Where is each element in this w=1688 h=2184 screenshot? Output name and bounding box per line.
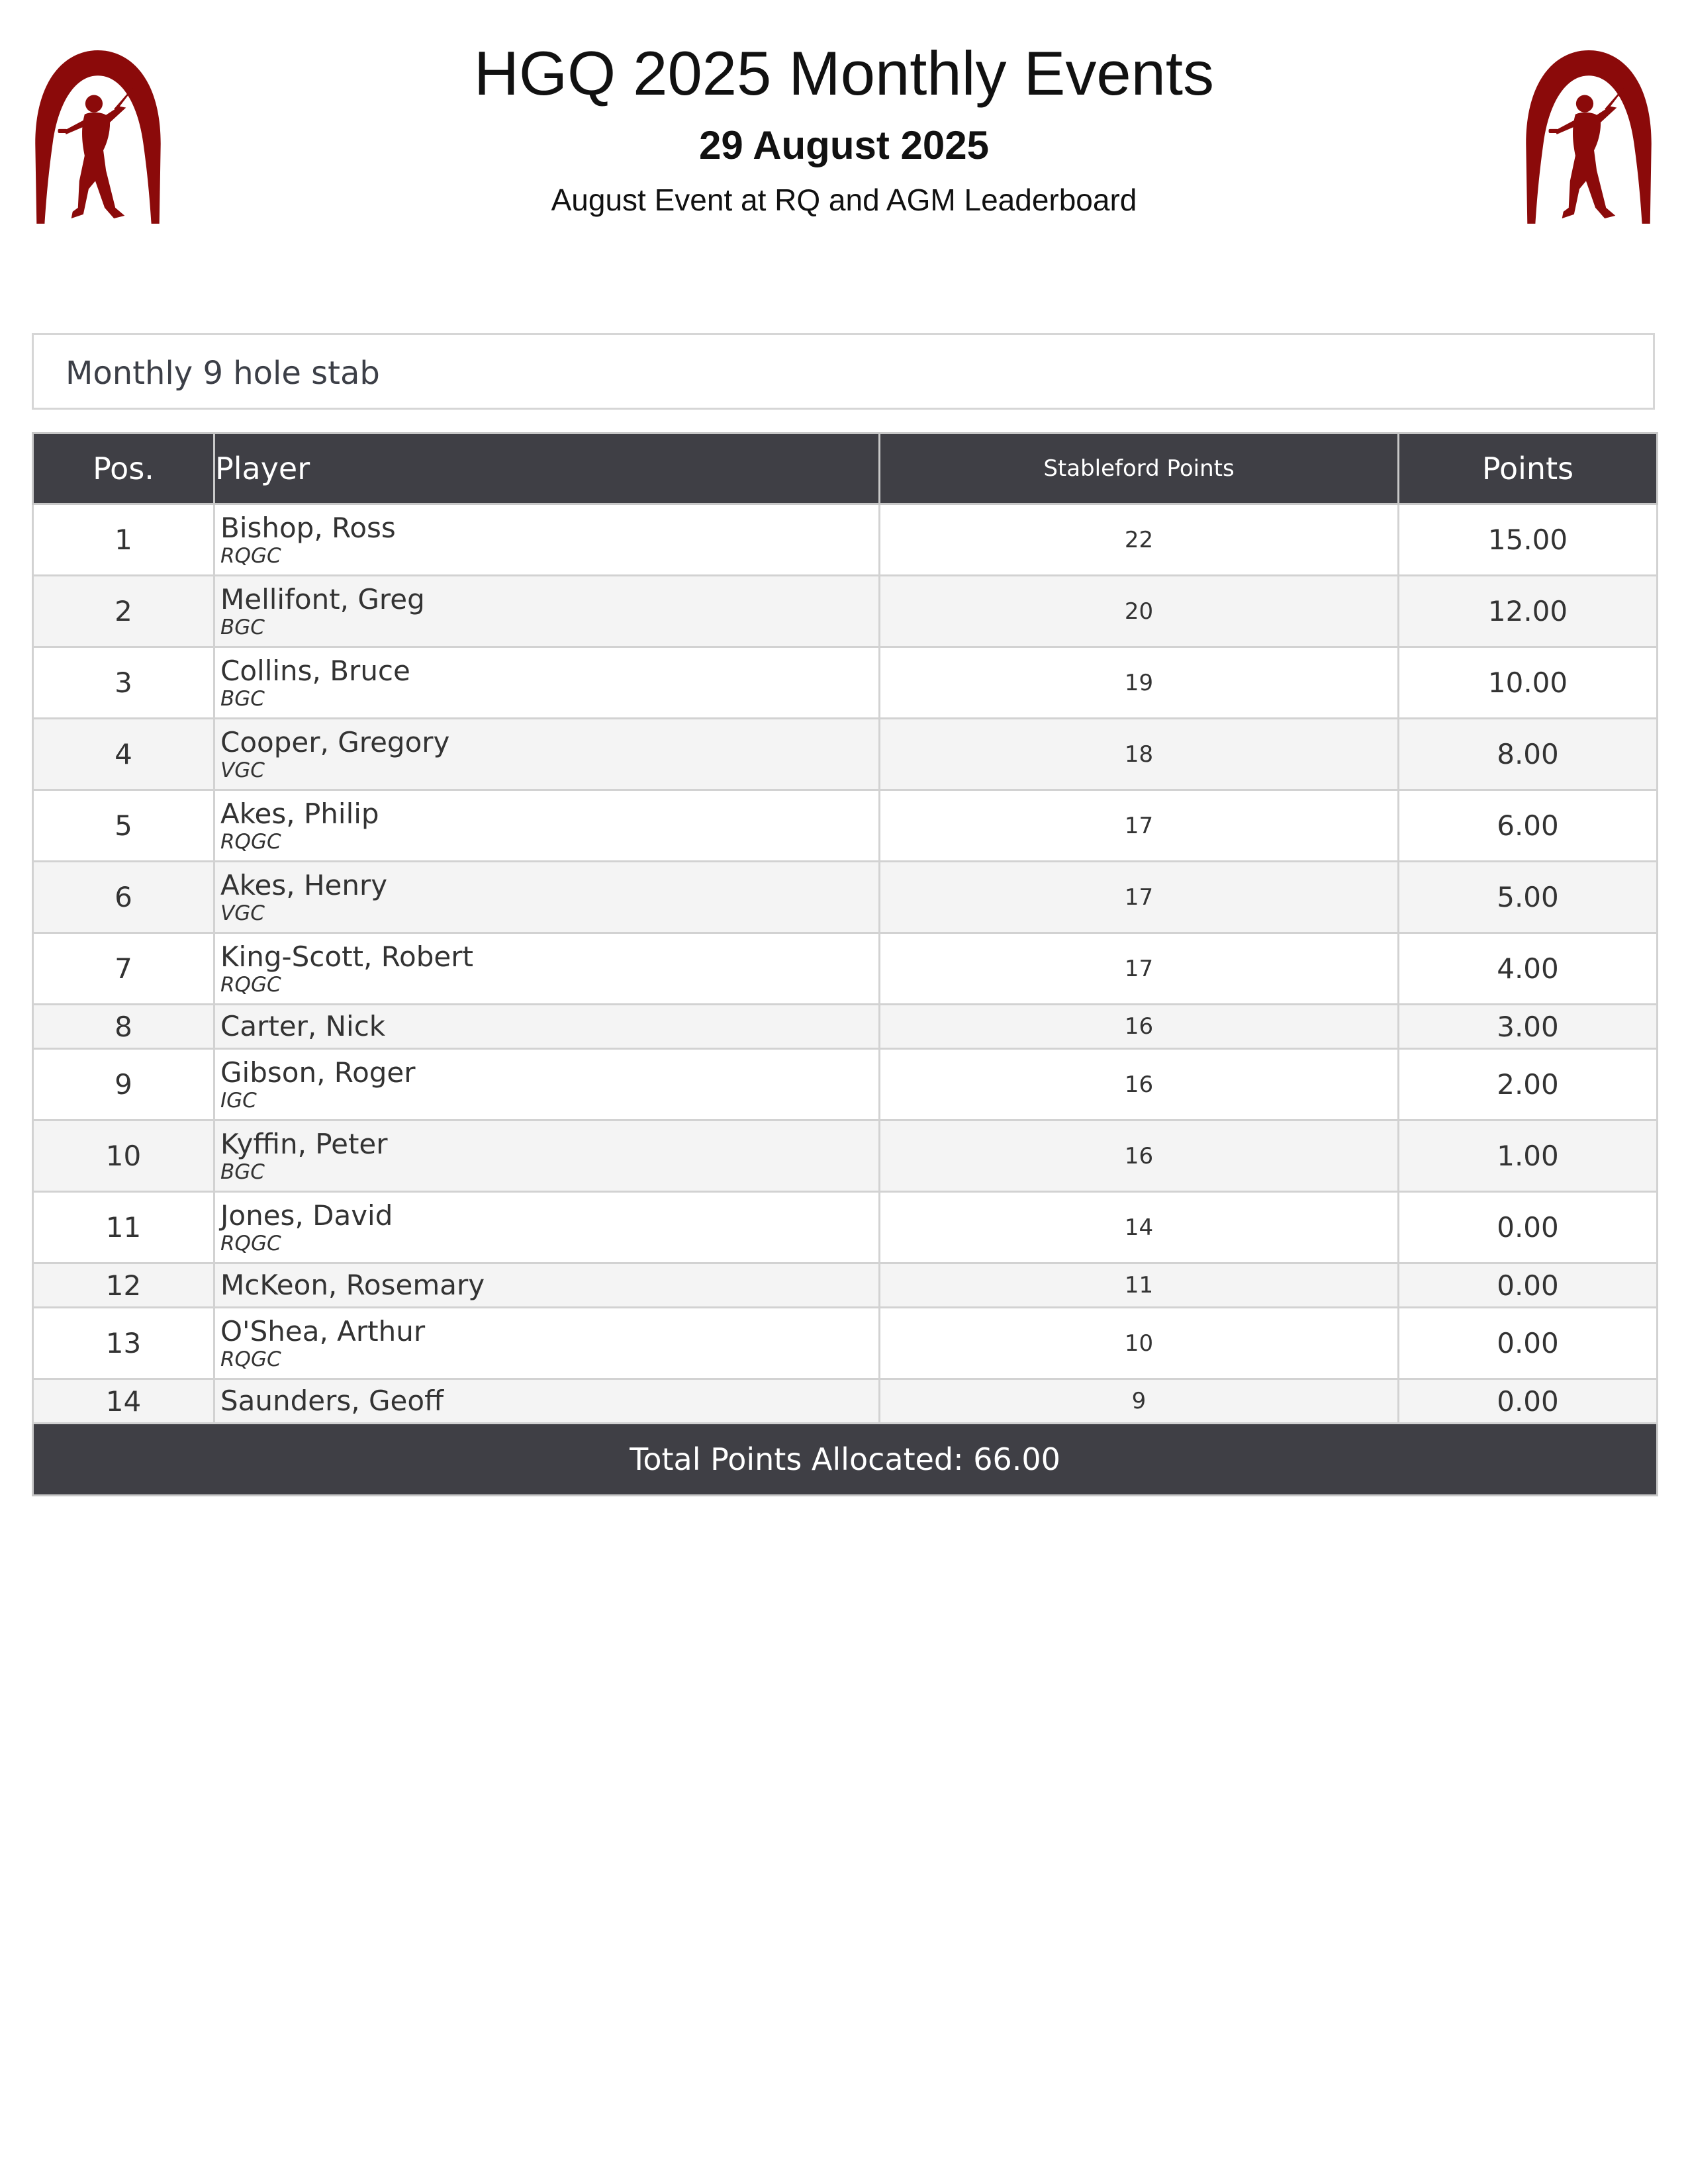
cell-stableford: 20 [880, 576, 1399, 647]
table-footer-row [33, 1424, 1658, 1496]
player-club: RQGC [220, 1347, 281, 1371]
table-row [33, 719, 1658, 790]
cell-player [214, 933, 880, 1005]
player-name: Mellifont, Greg [220, 582, 425, 615]
cell-points: 0.00 [1399, 1379, 1658, 1424]
cell-stableford: 16 [880, 1005, 1399, 1049]
player-club: IGC [220, 1088, 257, 1113]
cell-player [214, 1379, 880, 1424]
col-header-pos: Pos. [33, 433, 214, 504]
cell-pos: 2 [33, 576, 214, 647]
cell-stableford: 11 [880, 1263, 1399, 1308]
table-row [33, 1192, 1658, 1263]
cell-pos: 6 [33, 862, 214, 933]
cell-player [214, 1005, 880, 1049]
section-header [32, 333, 1655, 410]
cell-pos: 10 [33, 1120, 214, 1192]
cell-points: 0.00 [1399, 1263, 1658, 1308]
cell-player [214, 1120, 880, 1192]
cell-pos: 14 [33, 1379, 214, 1424]
cell-player [214, 1192, 880, 1263]
player-name: Kyffin, Peter [220, 1127, 388, 1160]
cell-player [214, 862, 880, 933]
cell-player [214, 647, 880, 719]
cell-stableford: 16 [880, 1120, 1399, 1192]
total-points: Total Points Allocated: 66.00 [33, 1424, 1658, 1496]
cell-player [214, 576, 880, 647]
cell-points: 0.00 [1399, 1192, 1658, 1263]
event-subtitle: August Event at RQ and AGM Leaderboard [551, 183, 1137, 217]
player-name: Cooper, Gregory [220, 725, 450, 758]
cell-stableford: 17 [880, 862, 1399, 933]
player-name: McKeon, Rosemary [220, 1269, 485, 1301]
leaderboard-table [32, 432, 1658, 1496]
player-name: Collins, Bruce [220, 654, 410, 687]
cell-points: 0.00 [1399, 1308, 1658, 1379]
table-row [33, 1049, 1658, 1120]
cell-points: 12.00 [1399, 576, 1658, 647]
cell-stableford: 17 [880, 933, 1399, 1005]
player-club: RQGC [220, 543, 281, 568]
cell-stableford: 17 [880, 790, 1399, 862]
cell-points: 2.00 [1399, 1049, 1658, 1120]
cell-pos: 7 [33, 933, 214, 1005]
cell-pos: 12 [33, 1263, 214, 1308]
player-name: King-Scott, Robert [220, 940, 473, 973]
cell-points: 4.00 [1399, 933, 1658, 1005]
cell-points: 8.00 [1399, 719, 1658, 790]
cell-pos: 13 [33, 1308, 214, 1379]
table-row [33, 1120, 1658, 1192]
cell-stableford: 16 [880, 1049, 1399, 1120]
section-title: Monthly 9 hole stab [66, 355, 380, 392]
cell-player [214, 1308, 880, 1379]
table-row [33, 647, 1658, 719]
cell-points: 3.00 [1399, 1005, 1658, 1049]
cell-points: 6.00 [1399, 790, 1658, 862]
player-name: Jones, David [220, 1199, 393, 1232]
table-row [33, 1263, 1658, 1308]
cell-player [214, 1263, 880, 1308]
cell-points: 15.00 [1399, 504, 1658, 576]
cell-stableford: 22 [880, 504, 1399, 576]
cell-player [214, 504, 880, 576]
cell-player [214, 790, 880, 862]
cell-stableford: 14 [880, 1192, 1399, 1263]
player-club: BGC [220, 686, 265, 711]
cell-pos: 8 [33, 1005, 214, 1049]
player-club: VGC [220, 901, 265, 925]
cell-pos: 5 [33, 790, 214, 862]
player-name: Akes, Philip [220, 797, 379, 830]
page-header [0, 34, 1688, 221]
table-row [33, 1308, 1658, 1379]
player-name: O'Shea, Arthur [220, 1314, 426, 1347]
cell-pos: 1 [33, 504, 214, 576]
player-name: Bishop, Ross [220, 511, 396, 544]
table-row [33, 1379, 1658, 1424]
cell-pos: 11 [33, 1192, 214, 1263]
player-club: RQGC [220, 829, 281, 854]
table-row [33, 790, 1658, 862]
table-row [33, 1005, 1658, 1049]
table-row [33, 862, 1658, 933]
player-name: Saunders, Geoff [220, 1385, 444, 1417]
cell-points: 5.00 [1399, 862, 1658, 933]
col-header-player: Player [214, 433, 880, 504]
event-date: 29 August 2025 [699, 123, 989, 167]
cell-player [214, 1049, 880, 1120]
cell-points: 10.00 [1399, 647, 1658, 719]
cell-points: 1.00 [1399, 1120, 1658, 1192]
player-club: RQGC [220, 1231, 281, 1255]
player-name: Carter, Nick [220, 1010, 386, 1042]
cell-stableford: 9 [880, 1379, 1399, 1424]
cell-pos: 9 [33, 1049, 214, 1120]
cell-pos: 3 [33, 647, 214, 719]
table-header-row [33, 433, 1658, 504]
cell-stableford: 10 [880, 1308, 1399, 1379]
cell-stableford: 19 [880, 647, 1399, 719]
player-club: VGC [220, 758, 265, 782]
player-name: Gibson, Roger [220, 1056, 416, 1089]
player-club: RQGC [220, 972, 281, 997]
cell-player [214, 719, 880, 790]
cell-pos: 4 [33, 719, 214, 790]
col-header-points: Points [1399, 433, 1658, 504]
table-row [33, 933, 1658, 1005]
col-header-stableford: Stableford Points [880, 433, 1399, 504]
table-row [33, 576, 1658, 647]
table-row [33, 504, 1658, 576]
player-club: BGC [220, 615, 265, 639]
player-club: BGC [220, 1160, 265, 1184]
page-title: HGQ 2025 Monthly Events [473, 38, 1215, 108]
cell-stableford: 18 [880, 719, 1399, 790]
player-name: Akes, Henry [220, 868, 388, 901]
